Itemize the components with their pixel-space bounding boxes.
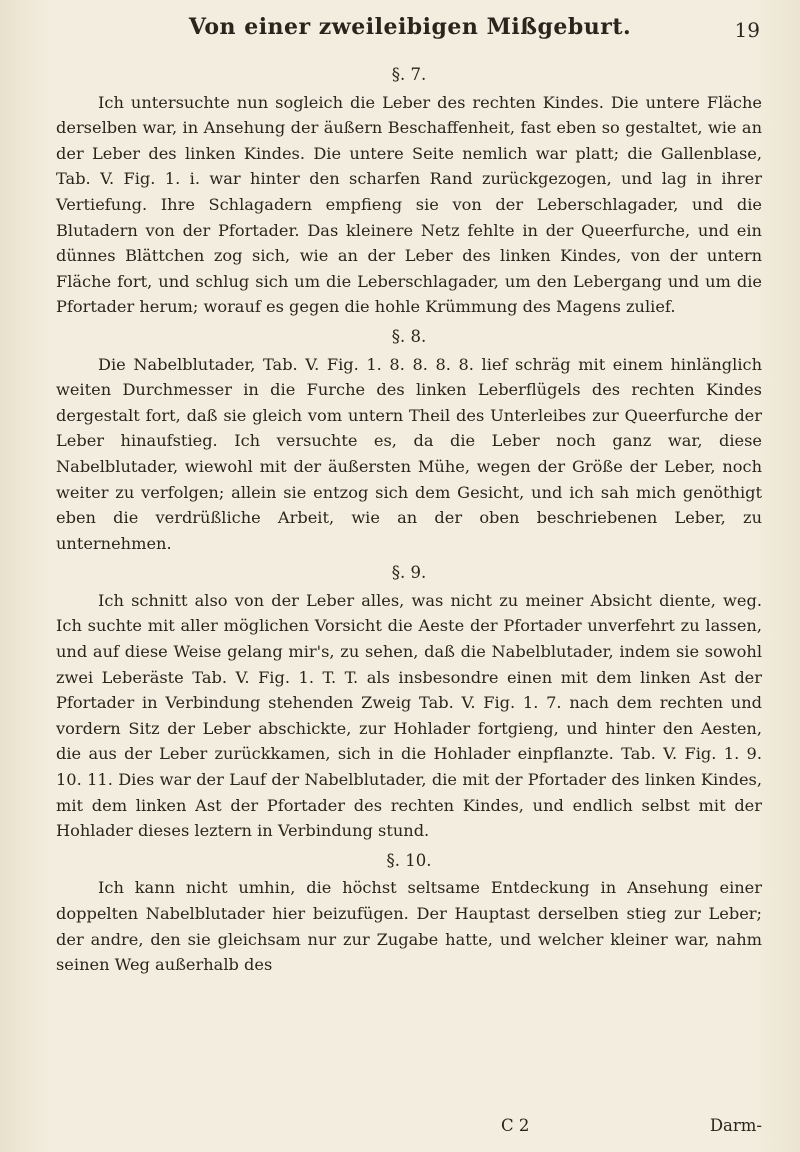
paragraph: Die Nabelblutader, Tab. V. Fig. 1. 8. 8. 8. 8. lief schräg mit einem hinlänglich weiten Durchmesser in die Furche des linken Leberflügels des rechten Kindes dergestalt fort, daß sie gleich vom untern Theil des Unterleibes zur Queerfurche der Leber hinaufstieg. Ich versuchte es, da die Leber noch ganz war, diese Nabelblutader, wiewohl mit der äußersten Mühe, wegen der Größe der Leber, noch weiter zu verfolgen; allein sie entzog sich dem Gesicht, und ich sah mich genöthigt eben die verdrüßliche Arbeit, wie an der oben beschriebenen Leber, zu unternehmen.: [56, 354, 762, 553]
signature-mark: C 2: [501, 1116, 530, 1135]
section-mark: §. 9.: [391, 563, 427, 583]
paragraph: Ich untersuchte nun sogleich die Leber des rechten Kindes. Die untere Fläche derselben war, in Ansehung der äußern Beschaffenheit, fast eben so gestaltet, wie an der Leber des linken Kindes. Die untere Seite nemlich war platt; die Gallenblase, Tab. V. Fig. 1. i. war hinter den scharfen Rand zurückgezogen, und lag in ihrer Vertiefung. Ihre Schlagadern empfieng sie von der Leberschlagader, und die Blutadern von der Pfortader. Das kleinere Netz fehlte in der Queerfurche, und ein dünnes Blättchen zog sich, wie an der Leber des linken Kindes, von der untern Fläche fort, und schlug sich um die Leberschlagader, um den Lebergang und um die Pfortader herum; worauf es gegen die hohle Krümmung des Magens zulief.: [56, 92, 762, 317]
section-mark: §. 8.: [391, 326, 427, 346]
section-mark: §. 7.: [391, 65, 427, 84]
paragraph: Ich schnitt also von der Leber alles, was nicht zu meiner Absicht diente, weg. Ich suchte mit aller möglichen Vorsicht die Aeste der Pfortader unverfehrt zu lassen, und auf diese Weise gelang mir's, zu sehen, daß die Nabelblutader, indem sie sowohl zwei Leberäste Tab. V. Fig. 1. T. T. als insbesondre einen mit dem linken Ast der Pfortader in Verbindung stehenden Zweig Tab. V. Fig. 1. 7. nach dem rechten und vordern Sitz der Leber abschickte, zur Hohlader fortgieng, und hinter den Aesten, die aus der Leber zurückkamen, sich in die Hohlader einpflanzte. Tab. V. Fig. 1. 9. 10. 11. Dies war der Lauf der Nabelblutader, die mit der Pfortader des linken Kindes, mit dem linken Ast der Pfortader des rechten Kindes, und endlich selbst mit der Hohlader dieses leztern in Verbindung stund.: [56, 590, 762, 841]
page-number: 19: [734, 18, 760, 42]
section-mark: §. 10.: [386, 850, 432, 870]
body-text: [56, 58, 762, 978]
page-header: [60, 14, 760, 48]
running-title: Von einer zweileibigen Mißgeburt.: [188, 14, 632, 40]
catchword: Darm-: [709, 1116, 762, 1135]
paragraph: Ich kann nicht umhin, die höchst seltsame Entdeckung in Ansehung einer doppelten Nabelblutader hier beizufügen. Der Hauptast derselben stieg zur Leber; der andre, den sie gleichsam nur zur Zugabe hatte, und welcher kleiner war, nahm seinen Weg außerhalb des: [56, 878, 762, 975]
page-footer: [56, 1116, 762, 1144]
